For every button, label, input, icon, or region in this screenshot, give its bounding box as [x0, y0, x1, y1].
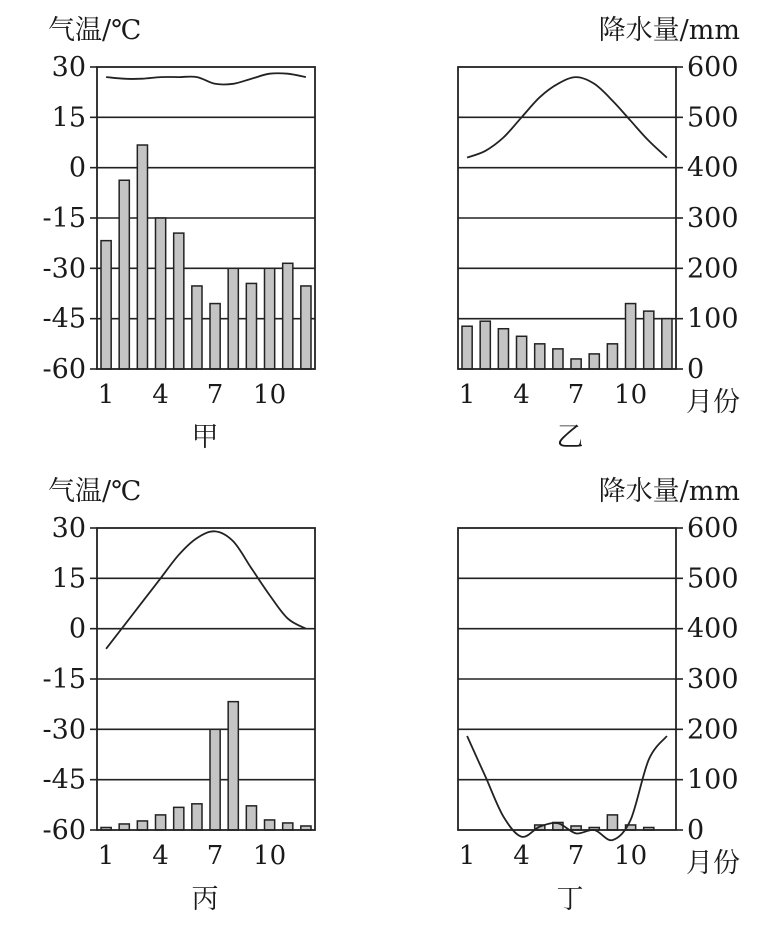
precipitation-bar	[264, 820, 274, 830]
panel-label: 丙	[191, 884, 219, 915]
left-tick-label: 30	[51, 513, 86, 544]
precipitation-bar	[119, 180, 129, 369]
month-tick-label: 10	[614, 841, 648, 871]
left-tick-label: -60	[42, 354, 86, 385]
month-tick-label: 7	[567, 380, 585, 410]
precipitation-bar	[192, 286, 202, 369]
right-tick-label: 0	[687, 815, 705, 846]
temperature-curve	[106, 531, 306, 648]
right-tick-label: 200	[687, 714, 739, 746]
precipitation-bar	[246, 283, 256, 369]
temperature-axis-title: 气温/℃	[48, 15, 142, 46]
month-tick-label: 4	[513, 380, 530, 410]
left-tick-label: 15	[51, 102, 86, 134]
month-tick-label: 1	[97, 841, 115, 871]
month-tick-label: 7	[206, 841, 224, 871]
precipitation-bar	[137, 821, 147, 830]
temperature-curve	[467, 736, 667, 840]
precipitation-bar	[137, 145, 147, 369]
right-tick-label: 500	[687, 102, 739, 134]
left-tick-label: 15	[51, 563, 86, 595]
precipitation-bar	[498, 329, 508, 369]
left-tick-label: -45	[42, 764, 86, 796]
precipitation-bar	[264, 268, 274, 369]
precipitation-bar	[210, 304, 220, 369]
right-tick-label: 300	[687, 664, 739, 695]
precipitation-bar	[155, 218, 165, 369]
right-tick-label: 600	[687, 513, 739, 544]
precipitation-axis-title: 降水量/mm	[598, 15, 740, 46]
precipitation-bar	[228, 702, 238, 830]
precipitation-bar	[516, 336, 526, 369]
precipitation-bar	[535, 344, 545, 369]
month-tick-label: 4	[513, 841, 530, 871]
precipitation-bar	[246, 806, 256, 830]
left-tick-label: 0	[68, 152, 86, 184]
chart-panel-3	[43, 476, 315, 915]
precipitation-bar	[192, 804, 202, 830]
precipitation-axis-title: 降水量/mm	[598, 476, 740, 507]
right-tick-label: 600	[687, 52, 739, 83]
month-axis-title: 月份	[686, 387, 740, 418]
precipitation-bar	[607, 344, 617, 369]
month-tick-label: 10	[253, 841, 287, 871]
right-tick-label: 100	[687, 764, 739, 796]
left-tick-label: -15	[42, 664, 86, 695]
month-tick-label: 1	[97, 380, 115, 410]
precipitation-bar	[174, 807, 184, 830]
precipitation-bar	[607, 815, 617, 830]
right-tick-label: 0	[687, 354, 705, 385]
chart-panel-2	[458, 15, 740, 453]
precipitation-bar	[228, 268, 238, 369]
left-tick-label: -30	[42, 714, 86, 746]
left-tick-label: -60	[42, 815, 86, 846]
right-tick-label: 200	[687, 253, 739, 285]
month-axis-title: 月份	[686, 848, 740, 879]
precipitation-bar	[625, 304, 635, 369]
chart-panel-4	[458, 476, 740, 915]
right-tick-label: 400	[687, 613, 739, 645]
precipitation-bar	[174, 233, 184, 369]
temperature-curve	[106, 73, 306, 84]
panel-label: 乙	[556, 422, 584, 453]
left-tick-label: 30	[51, 52, 86, 83]
precipitation-bar	[462, 326, 472, 369]
month-tick-label: 7	[567, 841, 585, 871]
month-tick-label: 4	[152, 380, 169, 410]
precipitation-bar	[101, 241, 111, 369]
precipitation-bar	[571, 359, 581, 369]
left-tick-label: 0	[68, 613, 86, 645]
month-tick-label: 10	[614, 380, 648, 410]
right-tick-label: 100	[687, 303, 739, 335]
precipitation-bar	[119, 824, 129, 830]
temperature-axis-title: 气温/℃	[48, 476, 142, 507]
right-tick-label: 400	[687, 152, 739, 184]
chart-panel-1	[43, 15, 315, 453]
month-tick-label: 4	[152, 841, 169, 871]
precipitation-bar	[301, 286, 311, 369]
right-tick-label: 500	[687, 563, 739, 595]
precipitation-bar	[155, 815, 165, 830]
precipitation-bar	[553, 349, 563, 369]
precipitation-bar	[662, 319, 672, 369]
month-tick-label: 1	[458, 841, 476, 871]
precipitation-bar	[210, 729, 220, 830]
panel-label: 丁	[556, 884, 584, 915]
precipitation-bar	[480, 321, 490, 369]
month-tick-label: 1	[458, 380, 476, 410]
right-tick-label: 300	[687, 203, 739, 234]
left-tick-label: -30	[42, 253, 86, 285]
precipitation-bar	[283, 823, 293, 830]
month-tick-label: 7	[206, 380, 224, 410]
precipitation-bar	[283, 263, 293, 369]
panel-label: 甲	[191, 422, 219, 453]
precipitation-bar	[589, 354, 599, 369]
left-tick-label: -45	[42, 303, 86, 335]
month-tick-label: 10	[253, 380, 287, 410]
left-tick-label: -15	[42, 203, 86, 234]
precipitation-bar	[644, 311, 654, 369]
